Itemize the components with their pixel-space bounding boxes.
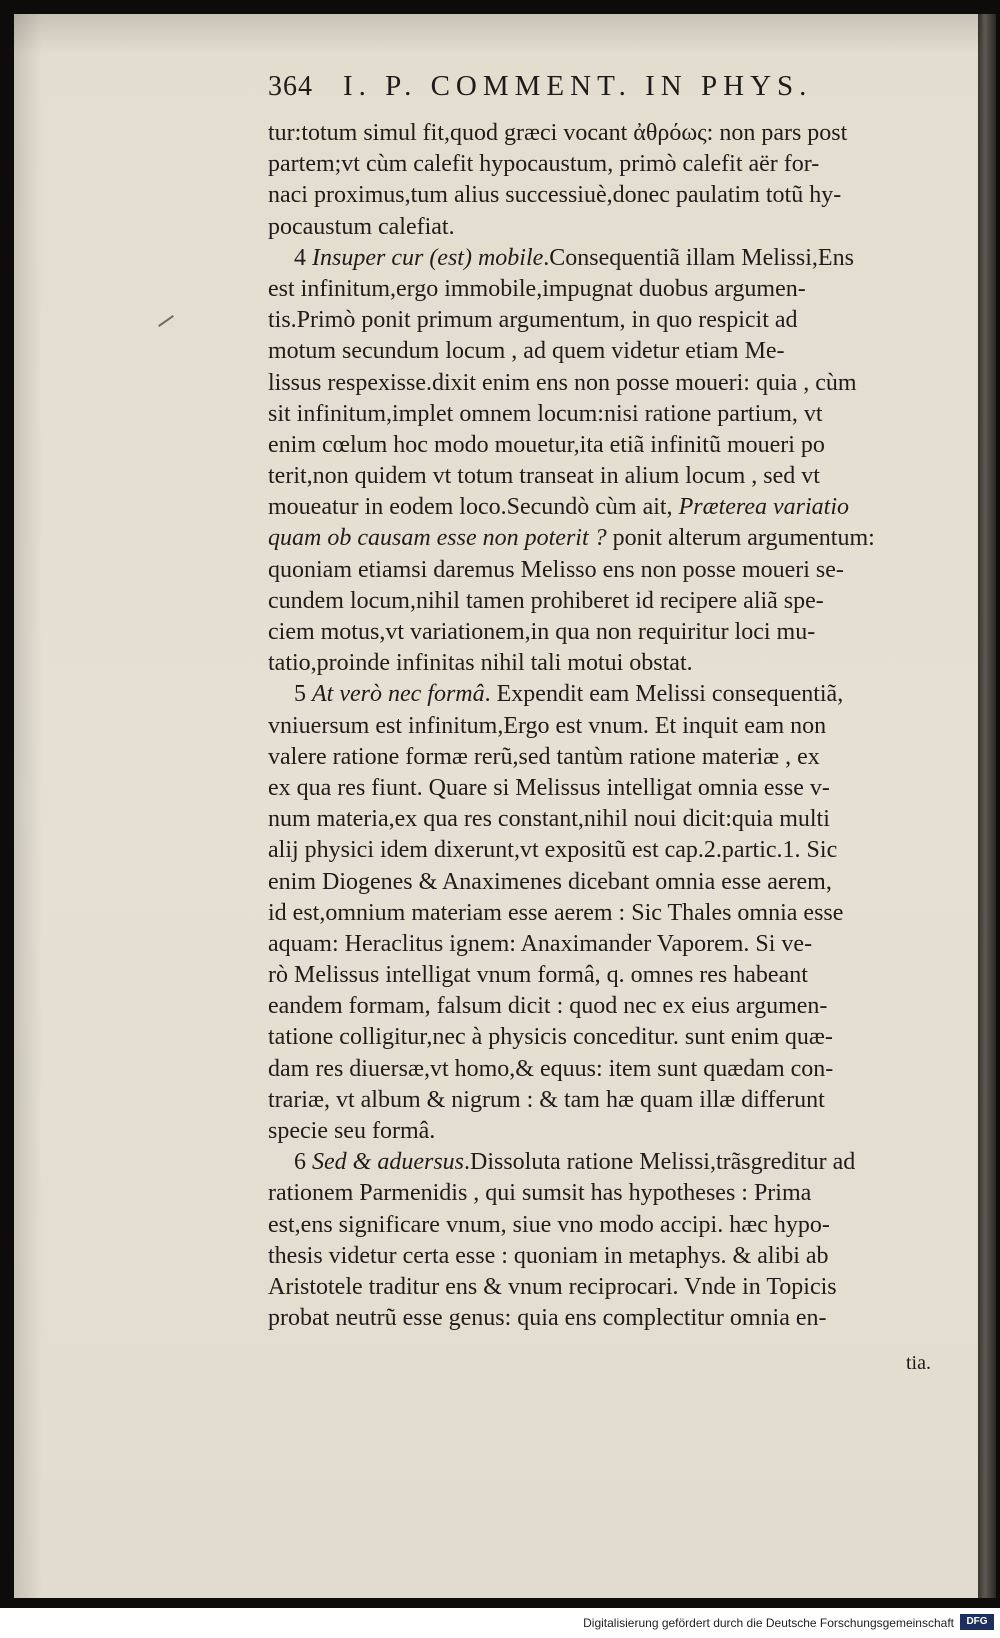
line-text: ex qua res fiunt. Quare si Melissus intelligat omnia esse v- (268, 774, 830, 801)
text-line (268, 773, 958, 804)
line-text: naci proximus,tum alius successiuè,donec paulatim totũ hy- (268, 182, 842, 209)
text-line (268, 648, 958, 679)
line-text: tur:totum simul fit,quod græci vocant ἀθρόως: non pars post (268, 120, 848, 146)
footer-bar (0, 1608, 1000, 1638)
text-line (268, 555, 958, 586)
line-text: est infinitum,ergo immobile,impugnat duobus argumen- (268, 275, 806, 302)
line-text: motum secundum locum , ad quem videtur etiam Me- (268, 338, 785, 365)
page-shadow-left (14, 14, 42, 1598)
lemma: quam ob causam esse non poterit ? (268, 525, 607, 552)
line-text: rationem Parmenidis , qui sumsit has hypotheses : Prima (268, 1180, 812, 1207)
text-line (268, 274, 958, 305)
running-head: I. P. COMMENT. IN PHYS. (343, 70, 813, 102)
line-text: pocaustum calefiat. (268, 213, 455, 240)
text-line (268, 149, 958, 180)
line-text: est,ens significare vnum, siue vno modo accipi. hæc hypo- (268, 1211, 830, 1238)
text-line (268, 1241, 958, 1272)
line-text: enim cœlum hoc modo mouetur,ita etiã infinitũ moueri po (268, 431, 825, 458)
text-line (268, 1147, 958, 1178)
text-line (268, 742, 958, 773)
text-line (268, 1210, 958, 1241)
line-text: valere ratione formæ rerũ,sed tantùm ratione materiæ , ex (268, 743, 820, 770)
line-text: thesis videtur certa esse : quoniam in metaphys. & alibi ab (268, 1242, 829, 1269)
line-text: probat neutrũ esse genus: quia ens complectitur omnia en- (268, 1305, 827, 1332)
text-line (268, 1272, 958, 1303)
text-line (268, 1054, 958, 1085)
text-line (268, 523, 958, 554)
line-text: tis.Primò ponit primum argumentum, in quo respicit ad (268, 307, 798, 334)
line-text: sit infinitum,implet omnem locum:nisi ratione partium, vt (268, 400, 823, 427)
text-line (268, 1085, 958, 1116)
text-line (268, 929, 958, 960)
page-number: 364 (268, 71, 313, 102)
line-text: moueatur in eodem loco.Secundò cùm ait, (268, 494, 679, 521)
line-text: partem;vt cùm calefit hypocaustum, primò calefit aër for- (268, 151, 820, 178)
text-line (268, 960, 958, 991)
catchword: tia. (906, 1352, 931, 1374)
text-line (268, 711, 958, 742)
text-line (268, 617, 958, 648)
funding-credit: Digitalisierung gefördert durch die Deutsche Forschungsgemeinschaft (583, 1616, 954, 1630)
line-text: .Dissoluta ratione Melissi,trãsgreditur ad (464, 1149, 856, 1176)
section-number: 5 (294, 681, 306, 708)
line-text: ponit alterum argumentum: (606, 525, 875, 552)
line-text: eandem formam, falsum dicit : quod nec ex eius argumen- (268, 993, 828, 1020)
line-text: enim Diogenes & Anaximenes dicebant omnia esse aerem, (268, 868, 832, 895)
line-text: Aristotele traditur ens & vnum reciprocari. Vnde in Topicis (268, 1273, 837, 1300)
line-text: tatione colligitur,nec à physicis conceditur. sunt enim quæ- (268, 1024, 833, 1051)
text-line (268, 305, 958, 336)
line-text: aquam: Heraclitus ignem: Anaximander Vaporem. Si ve- (268, 930, 813, 957)
line-text: num materia,ex qua res constant,nihil noui dicit:quia multi (268, 806, 830, 833)
text-line (268, 804, 958, 835)
text-line (268, 1178, 958, 1209)
line-text: rò Melissus intelligat vnum formâ, q. omnes res habeant (268, 962, 808, 989)
dfg-logo: DFG (960, 1614, 994, 1630)
text-line (268, 212, 958, 243)
text-line (268, 118, 958, 149)
text-line (268, 368, 958, 399)
text-line (268, 1303, 958, 1334)
lemma: At verò nec formâ (312, 681, 485, 708)
text-line (268, 991, 958, 1022)
page-shadow-top (14, 14, 982, 54)
text-line (268, 679, 958, 710)
lemma: Sed & aduersus (312, 1149, 464, 1176)
text-line (268, 835, 958, 866)
text-line (268, 430, 958, 461)
line-text: trariæ, vt album & nigrum : & tam hæ quam illæ differunt (268, 1086, 825, 1113)
page-header (268, 70, 878, 120)
text-line (268, 336, 958, 367)
text-line (268, 461, 958, 492)
line-text: .Consequentiã illam Melissi,Ens (543, 244, 854, 271)
line-text: cundem locum,nihil tamen prohiberet id recipere aliã spe- (268, 587, 824, 614)
section-number: 6 (294, 1149, 306, 1176)
text-line (268, 399, 958, 430)
text-line (268, 898, 958, 929)
line-text: alij physici idem dixerunt,vt expositũ est cap.2.partic.1. Sic (268, 837, 838, 864)
line-text: tatio,proinde infinitas nihil tali motui obstat. (268, 650, 693, 677)
page-gutter (978, 14, 996, 1598)
text-line (268, 492, 958, 523)
line-text: quoniam etiamsi daremus Melisso ens non posse moueri se- (268, 556, 844, 583)
body-text (268, 118, 958, 1334)
text-line (268, 1022, 958, 1053)
text-line (268, 243, 958, 274)
line-text: vniuersum est infinitum,Ergo est vnum. Et inquit eam non (268, 712, 827, 739)
line-text: ciem motus,vt variationem,in qua non requiritur loci mu- (268, 619, 816, 645)
text-line (268, 867, 958, 898)
text-line (268, 180, 958, 211)
line-text: terit,non quidem vt totum transeat in alium locum , sed vt (268, 463, 820, 490)
line-text: . Expendit eam Melissi consequentiã, (484, 681, 844, 708)
line-text: dam res diuersæ,vt homo,& equus: item sunt quædam con- (268, 1055, 834, 1082)
line-text: id est,omnium materiam esse aerem : Sic Thales omnia esse (268, 899, 844, 926)
lemma: Insuper cur (est) mobile (312, 244, 544, 271)
line-text: specie seu formâ. (268, 1118, 436, 1144)
lemma: Præterea variatio (678, 494, 849, 521)
text-line (268, 586, 958, 617)
section-number: 4 (294, 244, 306, 271)
line-text: lissus respexisse.dixit enim ens non posse moueri: quia , cùm (268, 369, 857, 396)
text-line (268, 1116, 958, 1147)
